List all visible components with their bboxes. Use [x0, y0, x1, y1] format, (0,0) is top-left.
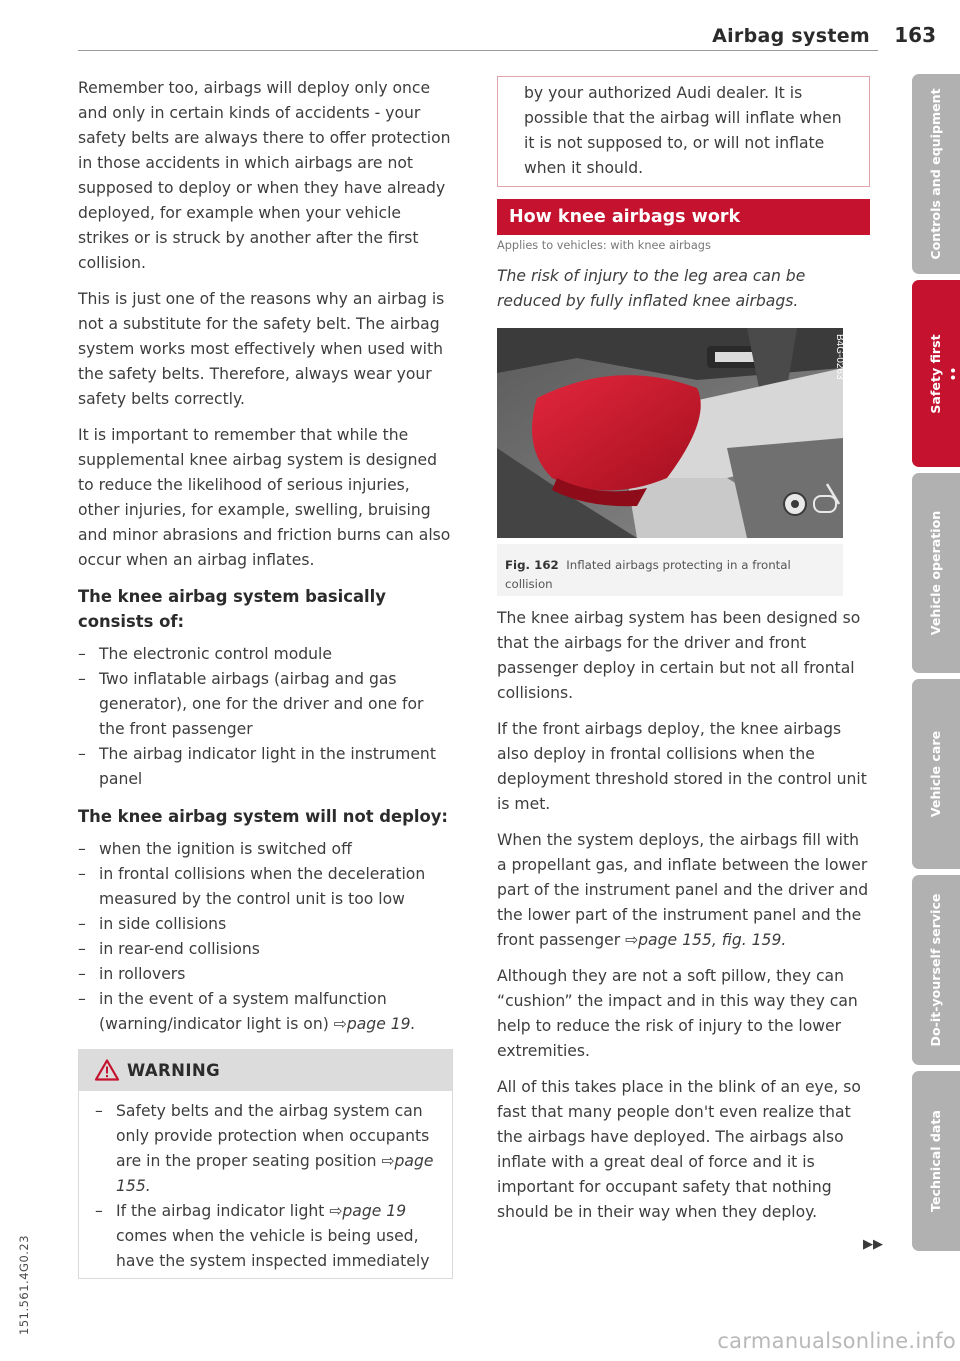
list-item: – when the ignition is switched off: [78, 837, 453, 862]
list-item: – Two inflatable airbags (airbag and gas generator), one for the driver and one for the front passenger: [78, 667, 453, 742]
paragraph: The knee airbag system has been designed so that the airbags for the driver and front passenger deploy in certain but not all frontal collisions.: [497, 609, 861, 702]
list-item: – in the event of a system malfunction (warning/indicator light is on) ⇨page 19.: [78, 987, 453, 1037]
tab-dots-icon: [951, 365, 955, 382]
warning-box: [78, 1049, 453, 1279]
tab-label: Safety first: [928, 333, 943, 414]
tab-controls-and-equipment[interactable]: [912, 74, 960, 274]
components-list: [78, 642, 453, 792]
tab-label: Vehicle care: [928, 730, 943, 818]
left-column: [78, 76, 453, 1279]
knee-airbag-illustration: [497, 328, 843, 538]
list-item: – The airbag indicator light in the instrument panel: [78, 742, 453, 792]
warning-item: – Safety belts and the airbag system can only provide protection when occupants are in the proper seating position ⇨page 155.: [95, 1099, 442, 1199]
tab-safety-first[interactable]: [912, 280, 960, 467]
continue-arrow-icon: ▶▶: [863, 1237, 883, 1252]
page-reference-link[interactable]: ⇨page 155, fig. 159.: [625, 931, 787, 949]
page-reference-link[interactable]: ⇨page 19: [329, 1202, 407, 1220]
page-reference-link[interactable]: ⇨page 19.: [333, 1015, 416, 1033]
tab-label: Vehicle operation: [928, 510, 943, 636]
warning-header: [79, 1049, 452, 1091]
watermark: carmanualsonline.info: [717, 1329, 956, 1353]
figure-image-code: B4G-0263: [834, 334, 845, 380]
paragraph: If the front airbags deploy, the knee airbags also deploy in frontal collisions when the deployment threshold stored in the control unit is met.: [497, 720, 867, 813]
tab-vehicle-operation[interactable]: [912, 473, 960, 673]
subheading-consists-of: The knee airbag system basically consists of:: [78, 587, 386, 631]
paragraph: This is just one of the reasons why an airbag is not a substitute for the safety belt. The airbag system works most effectively when used with the safety belts. Therefore, always wear your safety belts correctly.: [78, 290, 445, 408]
list-item: – The electronic control module: [78, 642, 453, 667]
page-reference-link[interactable]: ⇨page 155.: [116, 1152, 434, 1195]
section-heading: How knee airbags work: [497, 199, 870, 235]
figure-caption: [497, 544, 843, 596]
warning-list: [79, 1091, 452, 1278]
margin-code: 151.561.4G0.23: [17, 1234, 31, 1335]
list-item: – in frontal collisions when the deceleration measured by the control unit is too low: [78, 862, 453, 912]
paragraph: All of this takes place in the blink of an eye, so fast that many people don't even realize that the airbags have deployed. The airbags also inflate with a great deal of force and it is important for occupant safety that nothing should be in their way when they deploy.: [497, 1078, 861, 1221]
paragraph: Remember too, airbags will deploy only once and only in certain kinds of accidents - your safety belts are always there to offer protection in those accidents in which airbags are not supposed to deploy or when they have already deployed, for example when your vehicle strikes or is struck by another after the first collision.: [78, 79, 451, 272]
warning-triangle-icon: [95, 1059, 119, 1081]
running-header-title: Airbag system: [712, 25, 870, 47]
warning-item: – If the airbag indicator light ⇨page 19 comes when the vehicle is being used, have the system inspected immediately: [95, 1199, 442, 1274]
figure-162: [497, 328, 870, 596]
right-column: [497, 76, 870, 1236]
paragraph: It is important to remember that while the supplemental knee airbag system is designed to reduce the likelihood of serious injuries, other injuries, for example, swelling, bruising and minor abrasions and friction burns can also occur when an airbag inflates.: [78, 426, 451, 569]
tab-label: Controls and equipment: [928, 88, 943, 260]
page-number: 163: [894, 23, 936, 47]
list-item: – in side collisions: [78, 912, 453, 937]
tab-vehicle-care[interactable]: [912, 679, 960, 869]
applies-to-note: Applies to vehicles: with knee airbags: [497, 239, 711, 252]
lead-paragraph: The risk of injury to the leg area can be reduced by fully inflated knee airbags.: [497, 267, 806, 310]
tab-do-it-yourself-service[interactable]: [912, 875, 960, 1065]
list-item: – in rollovers: [78, 962, 453, 987]
warning-continuation-box: by your authorized Audi dealer. It is possible that the airbag will inflate when it is not supposed to, or will not inflate when it should.: [497, 76, 870, 187]
warning-title: WARNING: [127, 1060, 221, 1080]
paragraph: When the system deploys, the airbags fill with a propellant gas, and inflate between the lower part of the instrument panel and the driver and the lower part of the instrument panel and the front passenger ⇨page 155, fig. 159.: [497, 831, 869, 949]
list-item: – in rear-end collisions: [78, 937, 453, 962]
tab-technical-data[interactable]: [912, 1071, 960, 1251]
chapter-tabs: [912, 74, 960, 1257]
paragraph: Although they are not a soft pillow, they can “cushion” the impact and in this way they can help to reduce the risk of injury to the lower extremities.: [497, 967, 858, 1060]
figure-label: Fig. 162: [505, 558, 559, 572]
no-deploy-list: [78, 837, 453, 1037]
figure-caption-text: Inflated airbags protecting in a frontal collision: [505, 558, 791, 591]
subheading-will-not-deploy: The knee airbag system will not deploy:: [78, 807, 448, 826]
header-rule: [78, 50, 878, 51]
tab-label: Do-it-yourself service: [928, 893, 943, 1047]
tab-label: Technical data: [928, 1110, 943, 1212]
